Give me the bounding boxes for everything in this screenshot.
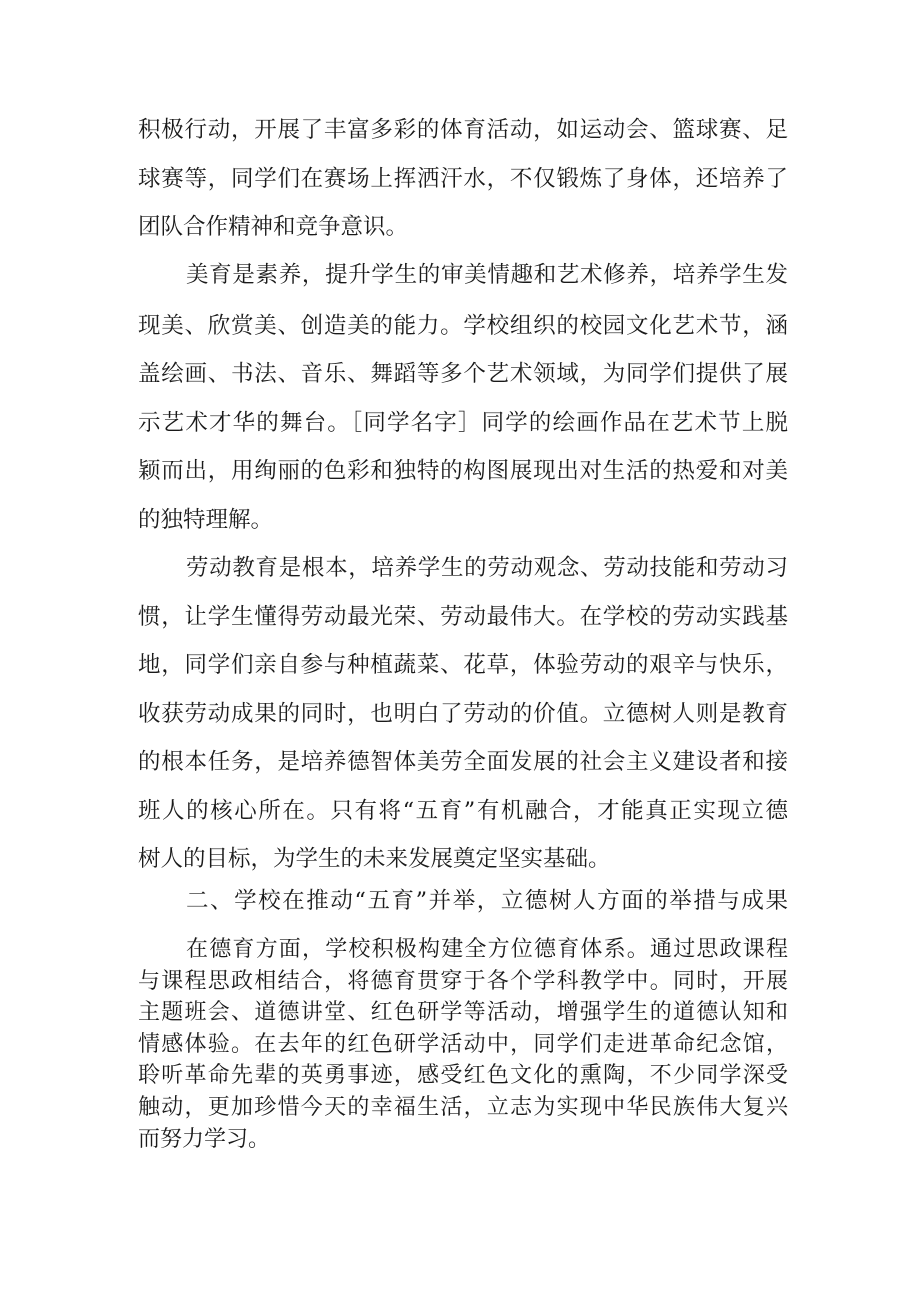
text-line: 的根本任务，是培养德智体美劳全面发展的社会主义建设者和接 xyxy=(138,749,788,775)
text-line: 触动，更加珍惜今天的幸福生活，立志为实现中华民族伟大复兴 xyxy=(138,1095,788,1120)
text-line: 班人的核心所在。只有将“五育”有机融合，才能真正实现立德 xyxy=(138,798,788,824)
text-line: 聆听革命先辈的英勇事迹，感受红色文化的熏陶，不少同学深受 xyxy=(138,1063,788,1088)
text-line: 示艺术才华的舞台。［同学名字］同学的绘画作品在艺术节上脱 xyxy=(138,410,788,436)
text-line: 收获劳动成果的同时，也明白了劳动的价值。立德树人则是教育 xyxy=(138,701,788,727)
text-line: 团队合作精神和竞争意识。 xyxy=(138,214,409,240)
text-line: 劳动教育是根本，培养学生的劳动观念、劳动技能和劳动习 xyxy=(186,555,788,581)
section-heading: 二、学校在推动“五育”并举，立德树人方面的举措与成果 xyxy=(186,888,788,914)
text-line: 惯，让学生懂得劳动最光荣、劳动最伟大。在学校的劳动实践基 xyxy=(138,604,788,630)
text-line: 现美、欣赏美、创造美的能力。学校组织的校园文化艺术节，涵 xyxy=(138,313,788,339)
text-line: 在德育方面，学校积极构建全方位德育体系。通过思政课程 xyxy=(186,937,788,962)
text-line: 的独特理解。 xyxy=(138,507,274,533)
text-line: 球赛等，同学们在赛场上挥洒汗水，不仅锻炼了身体，还培养了 xyxy=(138,166,788,192)
text-line: 颖而出，用绚丽的色彩和独特的构图展现出对生活的热爱和对美 xyxy=(138,458,788,484)
text-line: 情感体验。在去年的红色研学活动中，同学们走进革命纪念馆， xyxy=(138,1032,788,1057)
text-line: 树人的目标，为学生的未来发展奠定坚实基础。 xyxy=(138,846,611,872)
text-line: 与课程思政相结合，将德育贯穿于各个学科教学中。同时，开展 xyxy=(138,969,788,994)
text-line: 美育是素养，提升学生的审美情趣和艺术修养，培养学生发 xyxy=(186,262,788,288)
text-line: 而努力学习。 xyxy=(138,1127,271,1152)
text-line: 主题班会、道德讲堂、红色研学等活动，增强学生的道德认知和 xyxy=(138,1000,788,1025)
text-line: 盖绘画、书法、音乐、舞蹈等多个艺术领域，为同学们提供了展 xyxy=(138,361,788,387)
text-line: 地，同学们亲自参与种植蔬菜、花草，体验劳动的艰辛与快乐， xyxy=(138,652,788,678)
text-line: 积极行动，开展了丰富多彩的体育活动，如运动会、篮球赛、足 xyxy=(138,117,788,143)
